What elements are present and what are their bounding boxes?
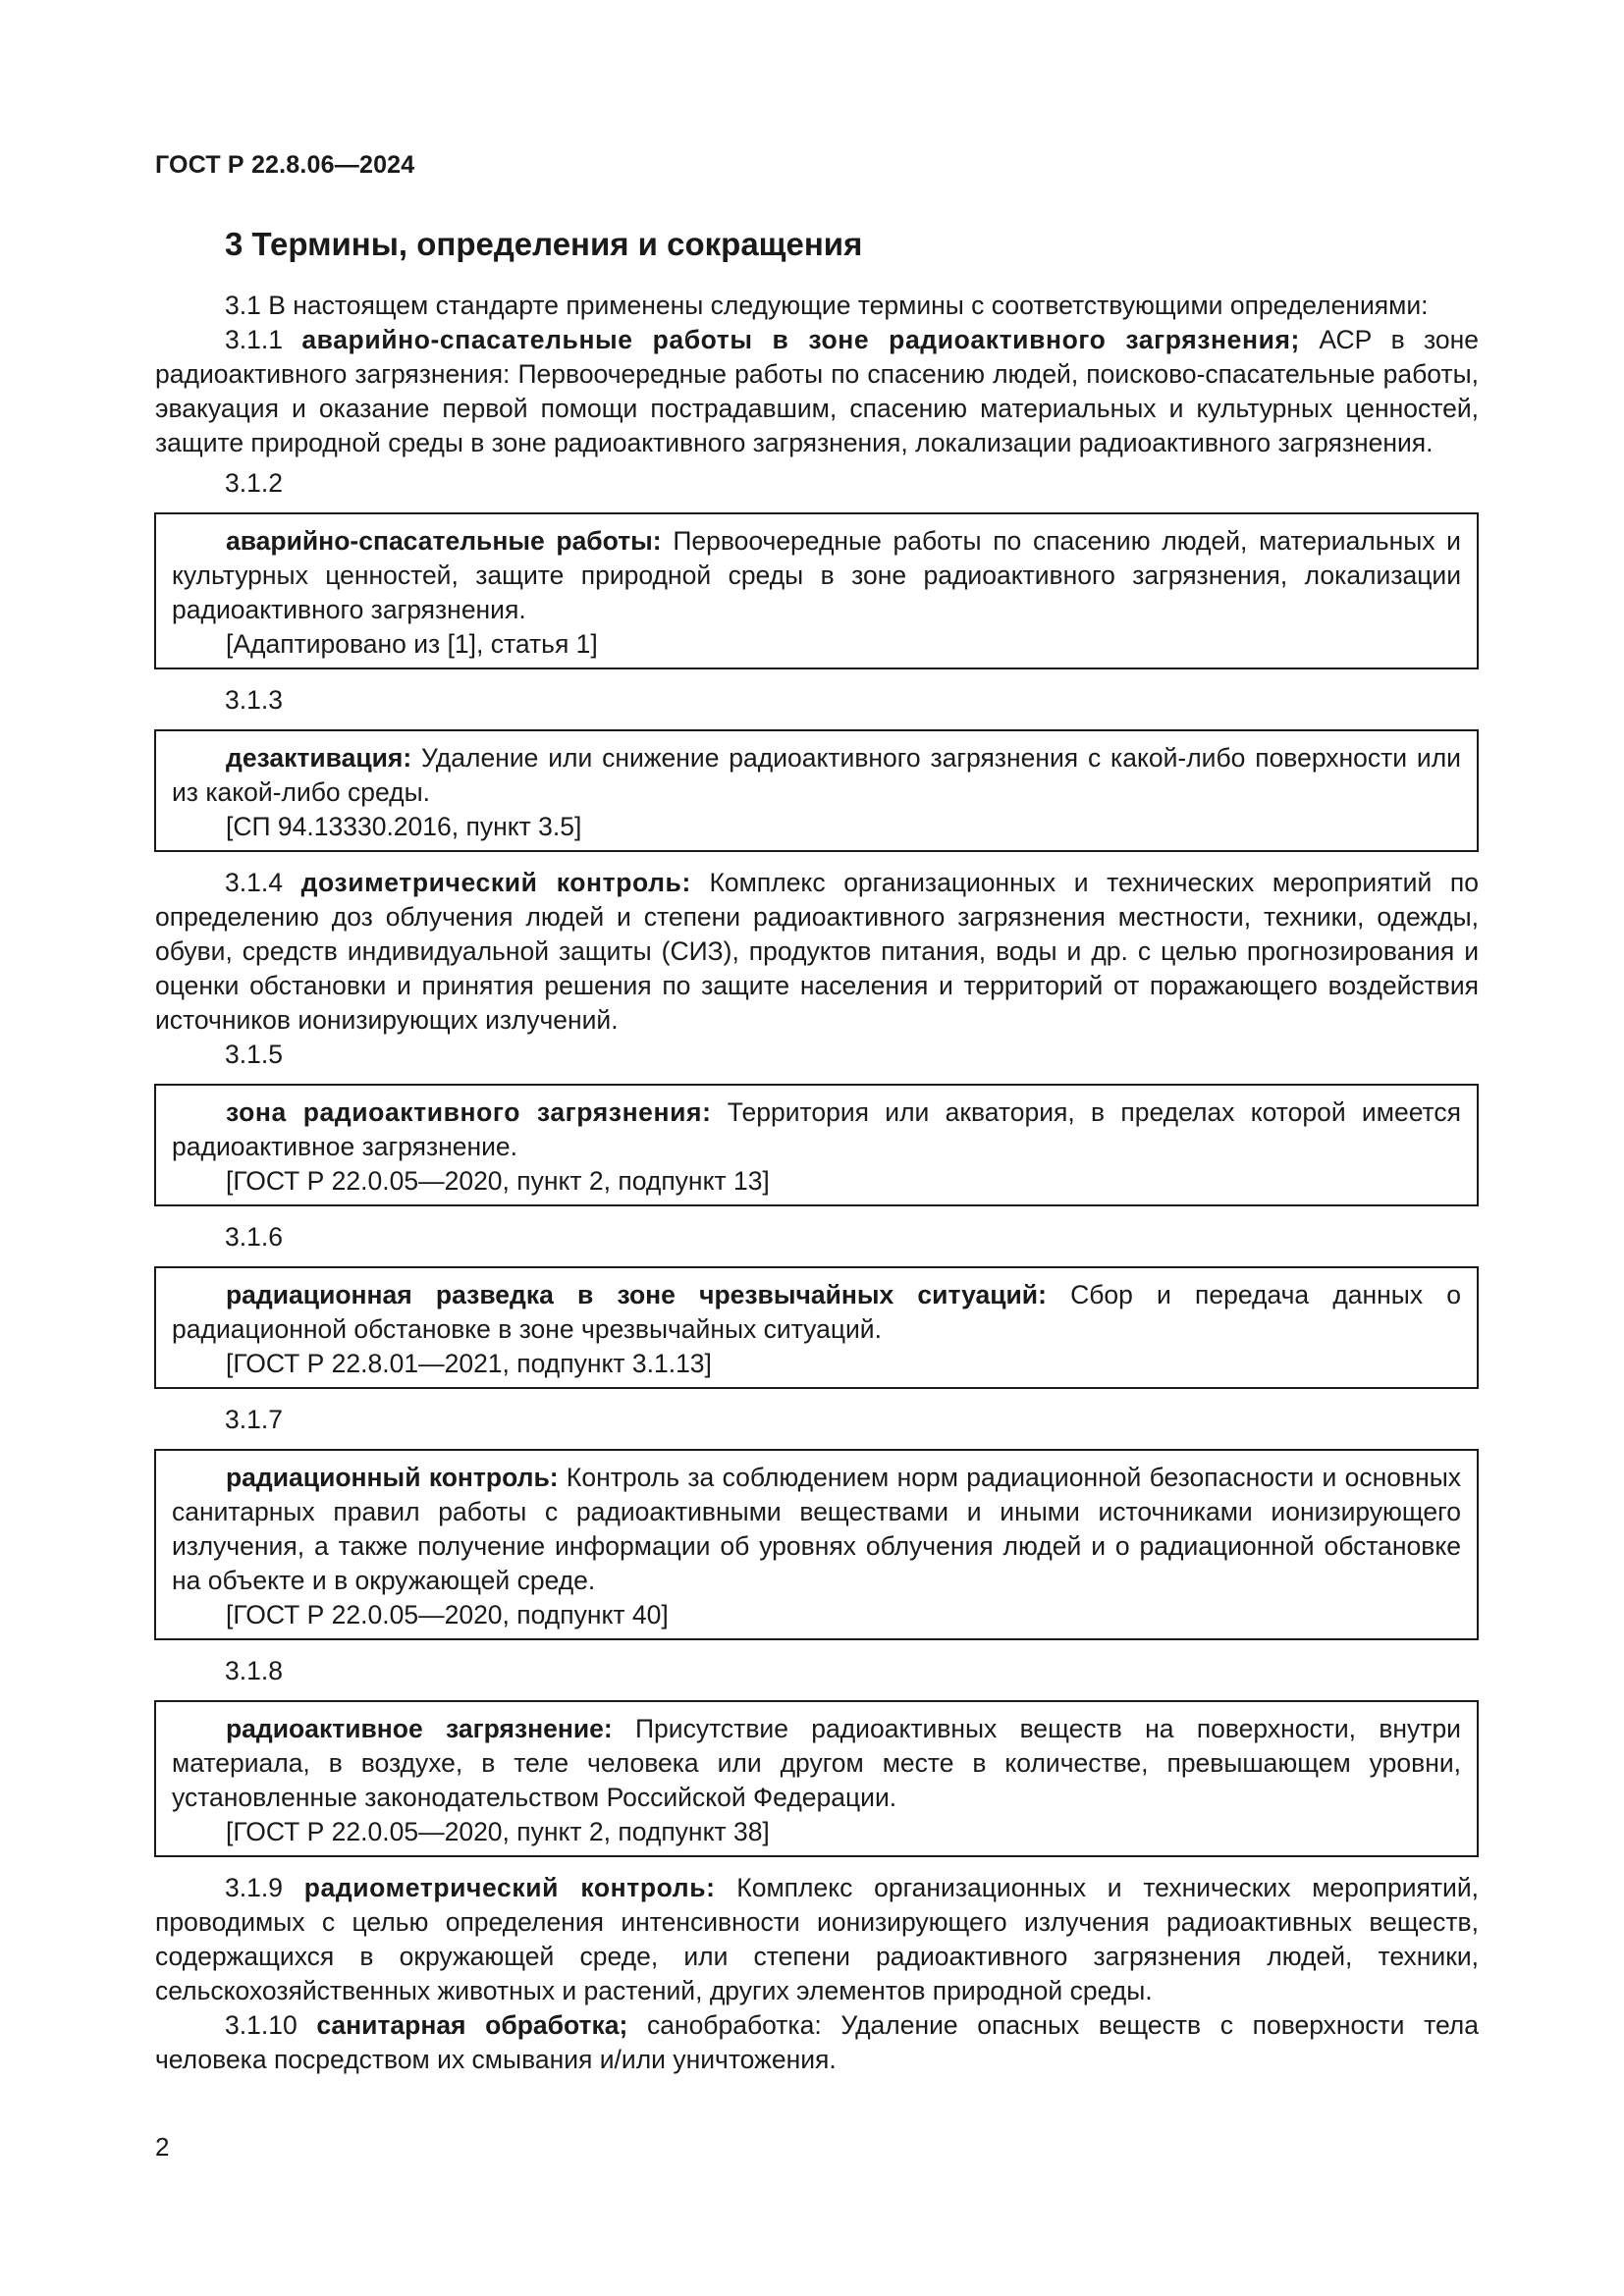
term-3-1-1 [155,323,1479,460]
term-definition: санобработка: Удаление опасных веществ с поверхности тела человека посредством их смывания и/или уничтожения. [155,2010,1479,2074]
term-name: дозиметрический контроль: [300,868,691,897]
term-number-3-1-7: 3.1.7 [225,1405,283,1434]
intro-paragraph: 3.1 В настоящем стандарте применены следующие термины с соответствующими определениями: [225,291,1429,320]
term-entry [172,524,1461,627]
term-number: 3.1.10 [225,2010,298,2040]
section-title: 3 Термины, определения и сокращения [225,226,863,262]
term-number: 3.1.4 [225,868,283,897]
term-box-3-1-3 [154,729,1479,852]
term-source: [ГОСТ Р 22.0.05—2020, пункт 2, подпункт 13] [226,1166,770,1196]
term-definition: Контроль за соблюдением норм радиационной безопасности и основных санитарных правил работы с радиоактивными веществами и иными источниками ионизирующего излучения, а также получение информации об уровнях облучения людей и о радиационной обстановке на объекте и в окружающей среде. [172,1463,1461,1595]
term-name: радиационный контроль: [226,1463,559,1492]
term-box-3-1-5 [154,1084,1479,1206]
term-3-1-4 [155,866,1479,1038]
term-number: 3.1.1 [225,325,283,354]
term-3-1-10 [155,2008,1479,2077]
term-number: 3.1.9 [225,1873,283,1902]
term-box-3-1-2 [154,512,1479,669]
term-name: радиометрический контроль: [303,1873,716,1902]
term-definition: Комплекс организационных и технических мероприятий, проводимых с целью определения интенсивности ионизирующего излучения радиоактивных веществ, содержащихся в окружающей среде, или степени радиоактивного загрязнения людей, техники, сельскохозяйственных животных и растений, других элементов природной среды. [155,1873,1479,2005]
term-source: [Адаптировано из [1], статья 1] [226,629,598,659]
term-box-3-1-6 [154,1266,1479,1389]
term-name: аварийно-спасательные работы: [226,526,662,556]
term-entry [172,1278,1461,1347]
term-name: дезактивация: [226,743,412,773]
term-entry [172,1461,1461,1598]
term-number-3-1-2: 3.1.2 [225,468,283,498]
term-definition: Комплекс организационных и технических мероприятий по определению доз облучения людей и степени радиоактивного загрязнения местности, техники, одежды, обуви, средств индивидуальной защиты (СИЗ), продуктов питания, воды и др. с целью прогнозирования и оценки обстановки и принятия решения по защите населения и территорий от поражающего воздействия источников ионизирующих излучений. [155,868,1479,1035]
term-name: радиоактивное загрязнение: [226,1714,613,1743]
term-source: [СП 94.13330.2016, пункт 3.5] [226,812,582,841]
document-body [155,289,1479,2077]
term-definition: Присутствие радиоактивных веществ на поверхности, внутри материала, в воздухе, в теле человека или другом месте в количестве, превышающем уровни, установленные законодательством Российской Федерации. [172,1714,1461,1812]
page-number: 2 [155,2132,170,2162]
term-definition: Территория или акватория, в пределах которой имеется радиоактивное загрязнение. [172,1097,1461,1161]
term-3-1-9 [155,1871,1479,2008]
term-entry [172,1712,1461,1815]
document-code: ГОСТ Р 22.8.06—2024 [155,151,415,179]
term-box-3-1-8 [154,1700,1479,1857]
term-definition: Сбор и передача данных о радиационной обстановке в зоне чрезвычайных ситуаций. [172,1280,1461,1344]
term-name: аварийно-спасательные работы в зоне радиоактивного загрязнения; [301,325,1300,354]
term-entry [172,741,1461,810]
term-number-3-1-3: 3.1.3 [225,685,283,715]
term-name: радиационная разведка в зоне чрезвычайных ситуаций: [226,1280,1047,1309]
term-number-3-1-5: 3.1.5 [225,1040,283,1069]
term-number-3-1-6: 3.1.6 [225,1222,283,1252]
term-name: зона радиоактивного загрязнения: [226,1097,712,1127]
term-entry [172,1095,1461,1164]
term-source: [ГОСТ Р 22.8.01—2021, подпункт 3.1.13] [226,1349,712,1378]
term-source: [ГОСТ Р 22.0.05—2020, пункт 2, подпункт 38] [226,1817,770,1846]
term-definition: АСР в зоне радиоактивного загрязнения: Первоочередные работы по спасению людей, поисково-спасательные работы, эвакуация и оказание первой помощи пострадавшим, спасению материальных и культурных ценностей, защите природной среды в зоне радиоактивного загрязнения, локализации радиоактивного загрязнения. [155,325,1479,457]
term-number-3-1-8: 3.1.8 [225,1656,283,1685]
term-source: [ГОСТ Р 22.0.05—2020, подпункт 40] [226,1600,669,1629]
term-definition: Удаление или снижение радиоактивного загрязнения с какой-либо поверхности или из какой-либо среды. [172,743,1461,807]
term-name: санитарная обработка; [316,2010,628,2040]
term-box-3-1-7 [154,1449,1479,1640]
term-definition: Первоочередные работы по спасению людей, материальных и культурных ценностей, защите природной среды в зоне радиоактивного загрязнения, локализации радиоактивного загрязнения. [172,526,1461,624]
